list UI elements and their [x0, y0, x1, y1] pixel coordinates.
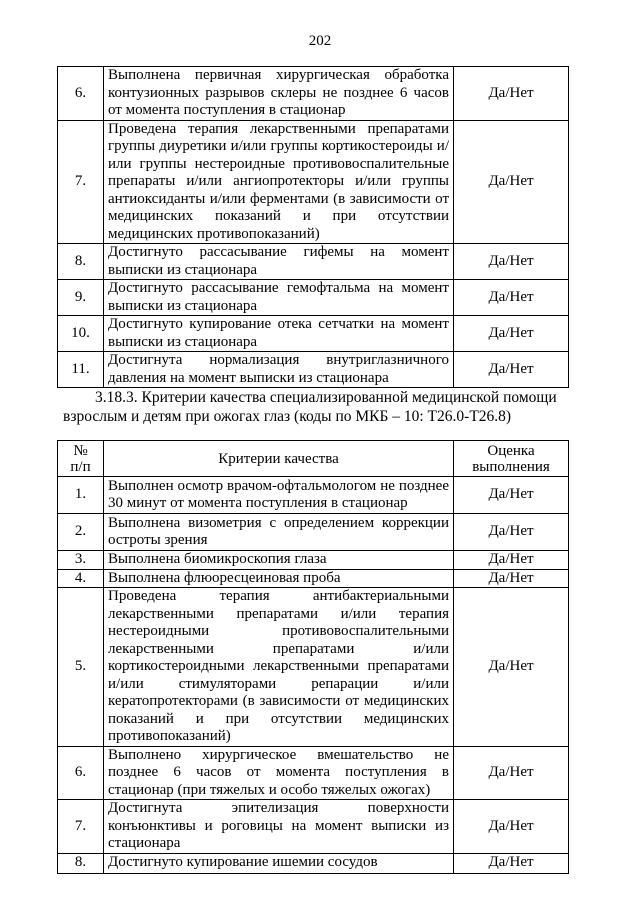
- row-number: 6.: [58, 746, 104, 800]
- row-criterion: Проведена терапия лекарственными препаратами группы диуретики и/или группы кортикостероиды и/или группы нестероидные противовоспалительные препараты и/или ангиопротекторы и/или группы антиоксиданты и/или ферментами (в зависимости от медицинских показаний и при отсутствии медицинских противопоказаний): [104, 120, 454, 244]
- header-number-line-1: №: [73, 442, 88, 459]
- table-row: [58, 352, 569, 388]
- row-criterion: Достигнута эпителизация поверхности конъюнктивы и роговицы на момент выписки из стационара: [104, 800, 454, 854]
- burn-quality-criteria-table: [57, 440, 569, 874]
- row-result: Да/Нет: [454, 477, 569, 514]
- row-criterion: Достигнута нормализация внутриглазничного давления на момент выписки из стационара: [104, 352, 454, 388]
- table-row: [58, 280, 569, 316]
- row-number: 11.: [58, 352, 104, 388]
- row-criterion: Выполнена биомикроскопия глаза: [104, 551, 454, 570]
- header-result-line-1: Оценка: [487, 442, 535, 459]
- row-result: Да/Нет: [454, 514, 569, 551]
- page-number: 202: [308, 33, 332, 49]
- row-criterion: Достигнуто купирование отека сетчатки на момент выписки из стационара: [104, 316, 454, 352]
- row-number: 4.: [58, 569, 104, 588]
- row-criterion: Проведена терапия антибактериальными лекарственными препаратами и/или терапия нестероидными противовоспалительными лекарственными препаратами и/или кортикостероидными лекарственными препаратами и/или стимуляторами репарации и/или кератопротекторами (в зависимости от медицинских показаний и при отсутствии медицинских противопоказаний): [104, 588, 454, 747]
- section-heading: [63, 388, 570, 426]
- row-number: 2.: [58, 514, 104, 551]
- table-row: [58, 551, 569, 570]
- row-number: 7.: [58, 800, 104, 854]
- row-result: Да/Нет: [454, 280, 569, 316]
- table-row: [58, 67, 569, 121]
- row-number: 5.: [58, 588, 104, 747]
- row-result: Да/Нет: [454, 244, 569, 280]
- table-row: [58, 800, 569, 854]
- row-number: 8.: [58, 853, 104, 873]
- table-row: [58, 588, 569, 747]
- row-result: Да/Нет: [454, 120, 569, 244]
- table-row: [58, 316, 569, 352]
- row-number: 9.: [58, 280, 104, 316]
- row-number: 3.: [58, 551, 104, 570]
- row-criterion: Выполнен осмотр врачом-офтальмологом не позднее 30 минут от момента поступления в стационар: [104, 477, 454, 514]
- header-criteria: Критерии качества: [104, 441, 454, 477]
- header-number: [58, 441, 104, 477]
- row-result: Да/Нет: [454, 569, 569, 588]
- row-number: 1.: [58, 477, 104, 514]
- header-number-line-2: п/п: [70, 458, 91, 475]
- row-criterion: Достигнуто рассасывание гифемы на момент выписки из стационара: [104, 244, 454, 280]
- row-number: 6.: [58, 67, 104, 121]
- row-number: 7.: [58, 120, 104, 244]
- table-header-row: [58, 441, 569, 477]
- row-result: Да/Нет: [454, 551, 569, 570]
- row-number: 10.: [58, 316, 104, 352]
- quality-criteria-table-continued: [57, 66, 569, 388]
- table-row: [58, 569, 569, 588]
- row-result: Да/Нет: [454, 67, 569, 121]
- row-result: Да/Нет: [454, 352, 569, 388]
- row-result: Да/Нет: [454, 588, 569, 747]
- section-heading-line-1: 3.18.3. Критерии качества специализированной медицинской помощи: [95, 389, 557, 406]
- row-criterion: Выполнена флюоресцеиновая проба: [104, 569, 454, 588]
- row-result: Да/Нет: [454, 800, 569, 854]
- row-criterion: Выполнена визометрия с определением коррекции остроты зрения: [104, 514, 454, 551]
- row-criterion: Выполнена первичная хирургическая обработка контузионных разрывов склеры не позднее 6 часов от момента поступления в стационар: [104, 67, 454, 121]
- header-result: [454, 441, 569, 477]
- section-heading-line-2: взрослым и детям при ожогах глаз (коды по МКБ – 10: T26.0-T26.8): [63, 408, 512, 425]
- table-row: [58, 477, 569, 514]
- row-result: Да/Нет: [454, 316, 569, 352]
- row-criterion: Выполнено хирургическое вмешательство не позднее 6 часов от момента поступления в стационар (при тяжелых и особо тяжелых ожогах): [104, 746, 454, 800]
- row-criterion: Достигнуто купирование ишемии сосудов: [104, 853, 454, 873]
- table-row: [58, 746, 569, 800]
- table-row: [58, 120, 569, 244]
- header-result-line-2: выполнения: [472, 458, 550, 475]
- row-result: Да/Нет: [454, 853, 569, 873]
- row-criterion: Достигнуто рассасывание гемофтальма на момент выписки из стационара: [104, 280, 454, 316]
- table-row: [58, 853, 569, 873]
- table-row: [58, 244, 569, 280]
- table-row: [58, 514, 569, 551]
- row-number: 8.: [58, 244, 104, 280]
- row-result: Да/Нет: [454, 746, 569, 800]
